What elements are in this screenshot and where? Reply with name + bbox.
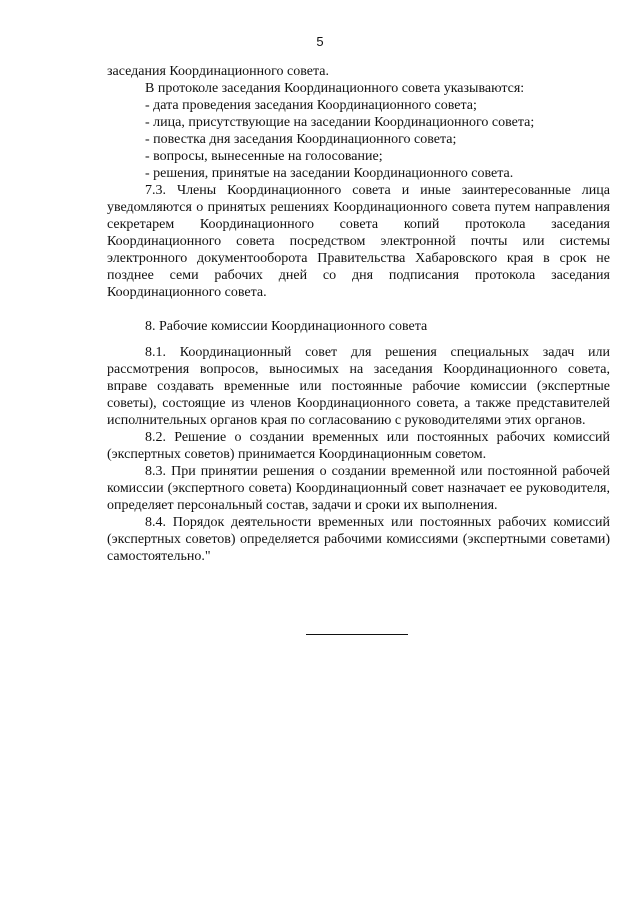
list-item: - решения, принятые на заседании Координационного совета. xyxy=(145,166,514,181)
paragraph-8-2: 8.2. Решение о создании временных или постоянных рабочих комиссий (экспертных советов) принимается Координационным советом. xyxy=(107,430,610,462)
end-separator-line xyxy=(306,634,408,635)
list-item: - повестка дня заседания Координационного совета; xyxy=(145,132,457,147)
list-item: - лица, присутствующие на заседании Координационного совета; xyxy=(145,115,535,130)
text-line: заседания Координационного совета. xyxy=(107,64,330,79)
paragraph-8-3: 8.3. При принятии решения о создании временной или постоянной рабочей комиссии (экспертного совета) Координационный совет назначает ее руководителя, определяет персональный состав, задачи и сроки их выполнения. xyxy=(107,464,610,513)
section-heading: 8. Рабочие комиссии Координационного совета xyxy=(145,319,428,334)
paragraph-8-4: 8.4. Порядок деятельности временных или постоянных рабочих комиссий (экспертных советов) определяется рабочими комиссиями (экспертными советами) самостоятельно." xyxy=(107,515,610,564)
page-number: 5 xyxy=(316,34,324,49)
document-body xyxy=(107,63,610,565)
list-item: - вопросы, вынесенные на голосование; xyxy=(145,149,383,164)
paragraph-7-3: 7.3. Члены Координационного совета и иные заинтересованные лица уведомляются о принятых решениях Координационного совета путем направления секретарем Координационного совета копий протокола заседания Координационного совета посредством электронной почты или системы электронного документооборота Правительства Хабаровского края в срок не позднее семи рабочих дней со дня подписания протокола заседания Координационного совета. xyxy=(107,183,610,300)
text-line: В протоколе заседания Координационного совета указываются: xyxy=(145,81,525,96)
list-item: - дата проведения заседания Координационного совета; xyxy=(145,98,477,113)
paragraph-8-1: 8.1. Координационный совет для решения специальных задач или рассмотрения вопросов, выносимых на заседания Координационного совета, вправе создавать временные или постоянные рабочие комиссии (экспертные советы), состоящие из членов Координационного совета, а также представителей исполнительных органов края по согласованию с руководителями этих органов. xyxy=(107,345,610,428)
